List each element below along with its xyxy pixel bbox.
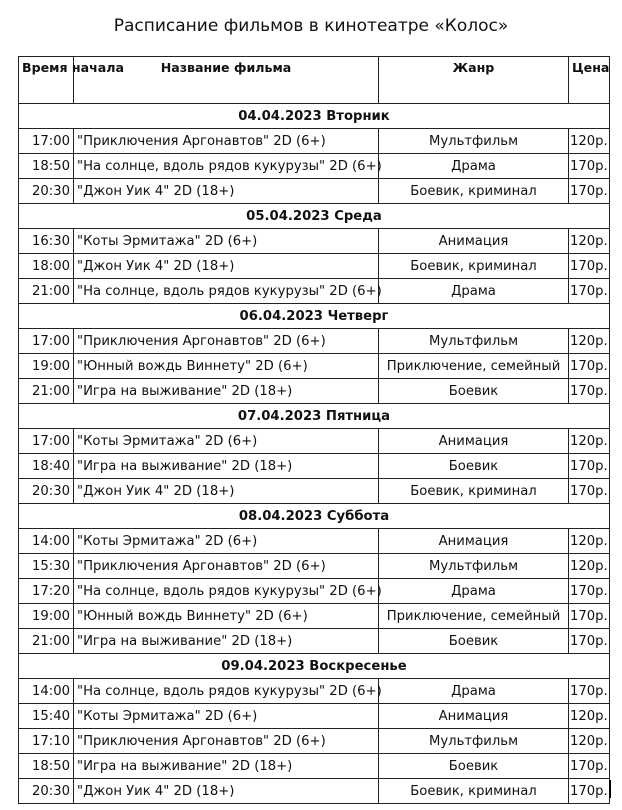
show-genre: Приключение, семейный (379, 354, 569, 379)
show-film: "Игра на выживание" 2D (18+) (74, 754, 379, 779)
show-time: 17:00 (19, 329, 74, 354)
show-time: 15:40 (19, 704, 74, 729)
schedule-table (18, 56, 610, 804)
show-film: "Юнный вождь Виннету" 2D (6+) (74, 604, 379, 629)
day-label: 06.04.2023 Четверг (19, 304, 610, 329)
show-row (19, 679, 610, 704)
show-genre: Анимация (379, 229, 569, 254)
show-row (19, 454, 610, 479)
day-row (19, 654, 610, 679)
show-genre: Боевик (379, 379, 569, 404)
show-genre: Драма (379, 279, 569, 304)
show-genre: Боевик, криминал (379, 479, 569, 504)
show-genre: Боевик, криминал (379, 179, 569, 204)
show-price: 170р. (569, 679, 610, 704)
header-time: Время начала (19, 57, 74, 104)
show-time: 15:30 (19, 554, 74, 579)
show-film: "Игра на выживание" 2D (18+) (74, 454, 379, 479)
show-film: "На солнце, вдоль рядов кукурузы" 2D (6+) (74, 154, 379, 179)
show-price: 170р. (569, 754, 610, 779)
day-row (19, 204, 610, 229)
show-genre: Мультфильм (379, 329, 569, 354)
day-row (19, 304, 610, 329)
show-row (19, 229, 610, 254)
show-film: "Джон Уик 4" 2D (18+) (74, 479, 379, 504)
show-time: 21:00 (19, 279, 74, 304)
show-genre: Мультфильм (379, 554, 569, 579)
show-time: 19:00 (19, 354, 74, 379)
show-genre: Мультфильм (379, 729, 569, 754)
show-genre: Приключение, семейный (379, 604, 569, 629)
show-price: 170р. (569, 604, 610, 629)
day-row (19, 504, 610, 529)
show-genre: Анимация (379, 429, 569, 454)
show-price: 170р. (569, 479, 610, 504)
show-price: 120р. (569, 329, 610, 354)
show-row (19, 604, 610, 629)
header-row (19, 57, 610, 104)
show-price: 170р. (569, 629, 610, 654)
header-genre: Жанр (379, 57, 569, 104)
day-row (19, 404, 610, 429)
show-film: "Джон Уик 4" 2D (18+) (74, 179, 379, 204)
show-price: 170р. (569, 779, 610, 804)
show-row (19, 154, 610, 179)
show-genre: Драма (379, 154, 569, 179)
show-row (19, 554, 610, 579)
show-genre: Боевик (379, 754, 569, 779)
show-price: 120р. (569, 729, 610, 754)
show-row (19, 779, 610, 804)
show-genre: Драма (379, 579, 569, 604)
show-price: 170р. (569, 579, 610, 604)
show-row (19, 254, 610, 279)
show-row (19, 329, 610, 354)
show-time: 18:50 (19, 154, 74, 179)
show-genre: Боевик, криминал (379, 254, 569, 279)
show-time: 20:30 (19, 179, 74, 204)
show-film: "Джон Уик 4" 2D (18+) (74, 779, 379, 804)
schedule-body (19, 104, 610, 804)
show-film: "Юнный вождь Виннету" 2D (6+) (74, 354, 379, 379)
show-time: 17:00 (19, 429, 74, 454)
show-row (19, 629, 610, 654)
show-row (19, 704, 610, 729)
day-label: 05.04.2023 Среда (19, 204, 610, 229)
show-time: 20:30 (19, 479, 74, 504)
show-row (19, 379, 610, 404)
show-time: 18:40 (19, 454, 74, 479)
show-film: "На солнце, вдоль рядов кукурузы" 2D (6+) (74, 279, 379, 304)
show-genre: Анимация (379, 529, 569, 554)
show-film: "Игра на выживание" 2D (18+) (74, 629, 379, 654)
show-row (19, 529, 610, 554)
show-film: "Коты Эрмитажа" 2D (6+) (74, 529, 379, 554)
show-time: 20:30 (19, 779, 74, 804)
day-label: 07.04.2023 Пятница (19, 404, 610, 429)
show-film: "Коты Эрмитажа" 2D (6+) (74, 704, 379, 729)
header-film: Название фильма (74, 57, 379, 104)
show-price: 120р. (569, 429, 610, 454)
show-film: "Приключения Аргонавтов" 2D (6+) (74, 129, 379, 154)
day-row (19, 104, 610, 129)
day-label: 09.04.2023 Воскресенье (19, 654, 610, 679)
show-row (19, 729, 610, 754)
show-film: "Джон Уик 4" 2D (18+) (74, 254, 379, 279)
show-price: 120р. (569, 704, 610, 729)
show-time: 18:50 (19, 754, 74, 779)
show-price: 170р. (569, 454, 610, 479)
show-price: 120р. (569, 129, 610, 154)
show-film: "Приключения Аргонавтов" 2D (6+) (74, 554, 379, 579)
show-row (19, 754, 610, 779)
header-price: Цена (569, 57, 610, 104)
show-genre: Боевик (379, 454, 569, 479)
show-genre: Анимация (379, 704, 569, 729)
show-time: 17:00 (19, 129, 74, 154)
show-price: 170р. (569, 354, 610, 379)
show-price: 170р. (569, 279, 610, 304)
show-price: 170р. (569, 379, 610, 404)
show-time: 14:00 (19, 529, 74, 554)
show-row (19, 279, 610, 304)
show-row (19, 579, 610, 604)
show-time: 17:10 (19, 729, 74, 754)
show-row (19, 479, 610, 504)
show-row (19, 129, 610, 154)
show-price: 170р. (569, 179, 610, 204)
text-cursor (609, 780, 611, 798)
show-genre: Боевик, криминал (379, 779, 569, 804)
show-time: 17:20 (19, 579, 74, 604)
show-time: 21:00 (19, 379, 74, 404)
show-price: 170р. (569, 154, 610, 179)
show-price: 120р. (569, 229, 610, 254)
document-title: Расписание фильмов в кинотеатре «Колос» (113, 16, 509, 36)
show-row (19, 179, 610, 204)
show-row (19, 429, 610, 454)
show-time: 16:30 (19, 229, 74, 254)
day-label: 04.04.2023 Вторник (19, 104, 610, 129)
show-time: 18:00 (19, 254, 74, 279)
show-time: 19:00 (19, 604, 74, 629)
show-film: "Коты Эрмитажа" 2D (6+) (74, 229, 379, 254)
show-film: "Игра на выживание" 2D (18+) (74, 379, 379, 404)
show-price: 120р. (569, 554, 610, 579)
day-label: 08.04.2023 Суббота (19, 504, 610, 529)
show-row (19, 354, 610, 379)
show-film: "Приключения Аргонавтов" 2D (6+) (74, 329, 379, 354)
show-time: 14:00 (19, 679, 74, 704)
show-price: 170р. (569, 254, 610, 279)
show-film: "На солнце, вдоль рядов кукурузы" 2D (6+) (74, 679, 379, 704)
show-film: "Приключения Аргонавтов" 2D (6+) (74, 729, 379, 754)
show-time: 21:00 (19, 629, 74, 654)
show-genre: Драма (379, 679, 569, 704)
show-genre: Боевик (379, 629, 569, 654)
show-price: 120р. (569, 529, 610, 554)
show-film: "Коты Эрмитажа" 2D (6+) (74, 429, 379, 454)
show-film: "На солнце, вдоль рядов кукурузы" 2D (6+) (74, 579, 379, 604)
show-genre: Мультфильм (379, 129, 569, 154)
